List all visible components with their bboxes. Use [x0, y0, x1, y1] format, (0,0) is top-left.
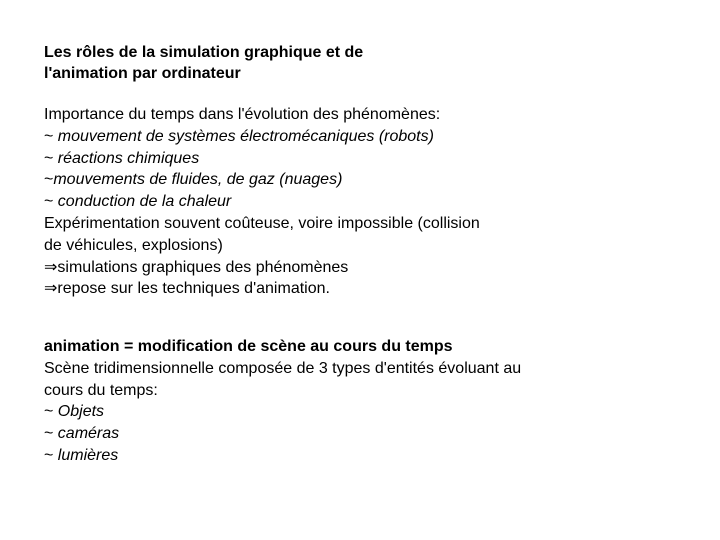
slide — [44, 0, 684, 540]
consequence-item — [44, 278, 480, 300]
tilde-glyph: ~ — [44, 127, 54, 145]
example-text: réactions chimiques — [53, 149, 200, 167]
example-item — [44, 169, 480, 191]
implies-arrow-icon: ⇒ — [44, 258, 58, 276]
example-item — [44, 148, 480, 170]
example-text: mouvement de systèmes électromécaniques (robots) — [53, 127, 434, 145]
entity-item — [44, 445, 521, 467]
tilde-glyph: ~ — [44, 171, 54, 189]
entity-text: Objets — [57, 403, 105, 421]
section-animation-definition — [44, 336, 521, 467]
example-item — [44, 191, 480, 213]
example-item — [44, 126, 480, 148]
entity-item — [44, 401, 521, 423]
scene-text-line-1: Scène tridimensionnelle composée de 3 types d'entités évoluant au — [44, 359, 522, 377]
title-line-2: l'animation par ordinateur — [44, 65, 241, 82]
tilde-glyph: ~ — [44, 425, 58, 443]
tilde-glyph: ~ — [44, 403, 58, 421]
definition-text: animation = modification de scène au cours du temps — [44, 338, 453, 355]
example-text: conduction de la chaleur — [53, 193, 232, 211]
consequence-text: repose sur les techniques d'animation. — [57, 280, 330, 298]
implies-arrow-icon: ⇒ — [44, 280, 58, 298]
cost-text-line-1: Expérimentation souvent coûteuse, voire impossible (collision — [44, 214, 480, 232]
tilde-glyph: ~ — [44, 446, 58, 464]
entity-text: lumières — [57, 446, 119, 464]
entity-item — [44, 423, 521, 445]
consequence-item — [44, 257, 480, 279]
section-time-importance — [44, 104, 480, 300]
consequence-text: simulations graphiques des phénomènes — [57, 258, 349, 276]
entity-text: caméras — [57, 425, 120, 443]
title-line-1: Les rôles de la simulation graphique et de — [44, 44, 364, 61]
tilde-glyph: ~ — [44, 149, 54, 167]
example-text: mouvements de fluides, de gaz (nuages) — [53, 171, 343, 189]
tilde-glyph: ~ — [44, 193, 54, 211]
intro-text: Importance du temps dans l'évolution des phénomènes: — [44, 106, 441, 123]
slide-title — [44, 42, 363, 84]
cost-text-line-2: de véhicules, explosions) — [44, 236, 223, 254]
scene-text-line-2: cours du temps: — [44, 381, 158, 399]
